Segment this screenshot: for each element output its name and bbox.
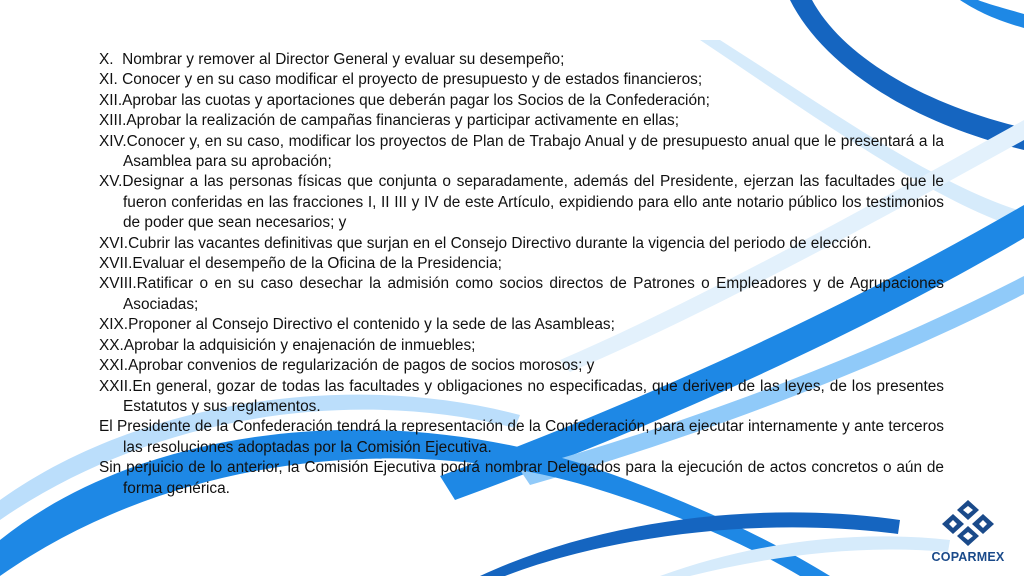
list-item — [99, 377, 944, 418]
item-text: Designar a las personas físicas que conjunta o separadamente, además del Presidente, ejerzan las facultades que le fueron conferidas en las fracciones I, II III y IV de este Artículo, expidiendo para ello ante notario público los testimonios de poder que sean necesarios; y — [122, 173, 944, 232]
coparmex-logo-icon — [939, 498, 997, 548]
item-numeral: XII. — [99, 91, 123, 109]
list-item — [99, 336, 944, 356]
list-item — [99, 315, 944, 335]
item-numeral: XIII. — [99, 112, 127, 130]
list-item — [99, 132, 944, 173]
item-text: Conocer y en su caso modificar el proyecto de presupuesto y de estados financieros; — [122, 71, 703, 89]
item-numeral: XIV. — [99, 132, 127, 150]
item-text: Nombrar y remover al Director General y evaluar su desempeño; — [122, 51, 565, 68]
item-numeral: XXII. — [99, 377, 133, 395]
item-text: Ratificar o en su caso desechar la admisión como socios directos de Patrones o Empleadores y de Agrupaciones Asociadas; — [123, 275, 944, 313]
list-item — [99, 50, 944, 70]
item-text: Evaluar el desempeño de la Oficina de la Presidencia; — [132, 255, 502, 273]
list-item — [99, 70, 944, 90]
item-numeral: XXI. — [99, 357, 129, 375]
list-item — [99, 91, 944, 111]
swoosh-top-right-inner — [960, 0, 1024, 28]
list-item — [99, 234, 944, 254]
item-text: Aprobar la adquisición y enajenación de inmuebles; — [123, 336, 476, 354]
paragraph-president: El Presidente de la Confederación tendrá la representación de la Confederación, para ejecutar internamente y ante terceros las resoluciones adoptadas por la Comisión Ejecutiva. — [99, 418, 944, 456]
list-item — [99, 172, 944, 233]
item-text: Aprobar las cuotas y aportaciones que deberán pagar los Socios de la Confederación; — [122, 91, 710, 109]
item-text: Proponer al Consejo Directivo el contenido y la sede de las Asambleas; — [128, 316, 615, 334]
list-item — [99, 111, 944, 131]
list-item — [99, 254, 944, 274]
item-text: Conocer y, en su caso, modificar los proyectos de Plan de Trabajo Anual y de presupuesto anual que le presentará a la Asamblea para su aprobación; — [123, 132, 944, 171]
item-numeral: X. — [99, 51, 114, 68]
paragraph-delegates: Sin perjuicio de lo anterior, la Comisión Ejecutiva podrá nombrar Delegados para la ejecución de actos concretos o aún de forma genérica. — [99, 459, 944, 497]
item-numeral: XI. — [99, 71, 118, 89]
item-text: Aprobar convenios de regularización de pagos de socios morosos; y — [128, 357, 595, 375]
item-numeral: XIX. — [99, 316, 129, 334]
item-text: Aprobar la realización de campañas financieras y participar activamente en ellas; — [126, 112, 680, 130]
item-text: En general, gozar de todas las facultades y obligaciones no especificadas, que deriven de las leyes, de los presentes Estatutos y sus reglamentos. — [123, 377, 944, 415]
list-item — [99, 274, 944, 315]
item-numeral: XVI. — [99, 234, 129, 252]
item-text: Cubrir las vacantes definitivas que surjan en el Consejo Directivo durante la vigencia del periodo de elección. — [128, 234, 872, 252]
bylaws-text — [99, 50, 944, 499]
item-numeral: XVII. — [99, 255, 133, 273]
item-numeral: XVIII. — [99, 275, 137, 293]
item-numeral: XV. — [99, 173, 123, 191]
item-numeral: XX. — [99, 336, 124, 354]
coparmex-logo — [922, 498, 1014, 570]
logo-wordmark: COPARMEX — [931, 550, 1005, 564]
list-item — [99, 356, 944, 376]
